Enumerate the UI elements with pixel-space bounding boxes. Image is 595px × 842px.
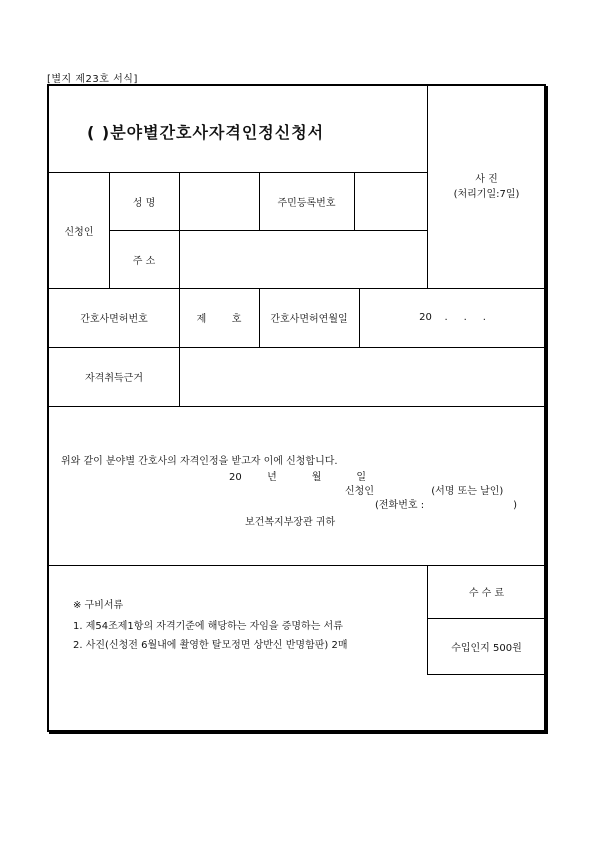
fee-value: 수입인지 500원 (451, 643, 522, 654)
form-title: ( )분야별간호사자격인정신청서 (87, 123, 325, 142)
license-number-field[interactable]: 제 호 (196, 314, 242, 325)
required-documents-heading: ※ 구비서류 (73, 600, 124, 611)
required-document-item: 2. 사진(신청전 6월내에 촬영한 탈모정면 상반신 반명함판) 2매 (73, 640, 348, 651)
phone-number-line: (전화번호 : ) (375, 500, 517, 511)
resident-id-label: 주민등록번호 (277, 197, 336, 209)
applicant-label: 신청인 (64, 226, 94, 238)
license-date-field[interactable]: 20 . . . (419, 312, 486, 323)
declaration-date: 20 년 월 일 (229, 472, 367, 483)
processing-period: (처리기일:7일) (453, 189, 520, 200)
required-document-item: 1. 제54조제1항의 자격기준에 해당하는 자임을 증명하는 서류 (73, 621, 343, 632)
license-date-label: 간호사면허연월일 (270, 314, 348, 325)
form-number-label: [별지 제23호 서식] (47, 74, 138, 85)
photo-box[interactable] (427, 172, 546, 202)
declaration-statement: 위와 같이 분야별 간호사의 자격인정을 받고자 이에 신청합니다. (61, 456, 338, 467)
qualification-basis-field[interactable] (179, 347, 546, 406)
application-form (47, 84, 546, 732)
divider (427, 674, 546, 675)
address-field[interactable] (179, 230, 427, 288)
divider (49, 406, 546, 407)
address-label: 주 소 (132, 255, 156, 267)
name-label: 성 명 (132, 197, 156, 209)
addressee: 보건복지부장관 귀하 (245, 517, 336, 528)
name-field[interactable] (179, 172, 259, 230)
fee-label: 수 수 료 (468, 588, 505, 599)
applicant-signature-line: 신청인 (서명 또는 날인) (345, 486, 504, 497)
qualification-basis-label: 자격취득근거 (85, 373, 143, 384)
photo-label: 사 진 (475, 174, 498, 185)
resident-id-field[interactable] (354, 172, 427, 230)
license-number-label: 간호사면허번호 (80, 314, 148, 325)
